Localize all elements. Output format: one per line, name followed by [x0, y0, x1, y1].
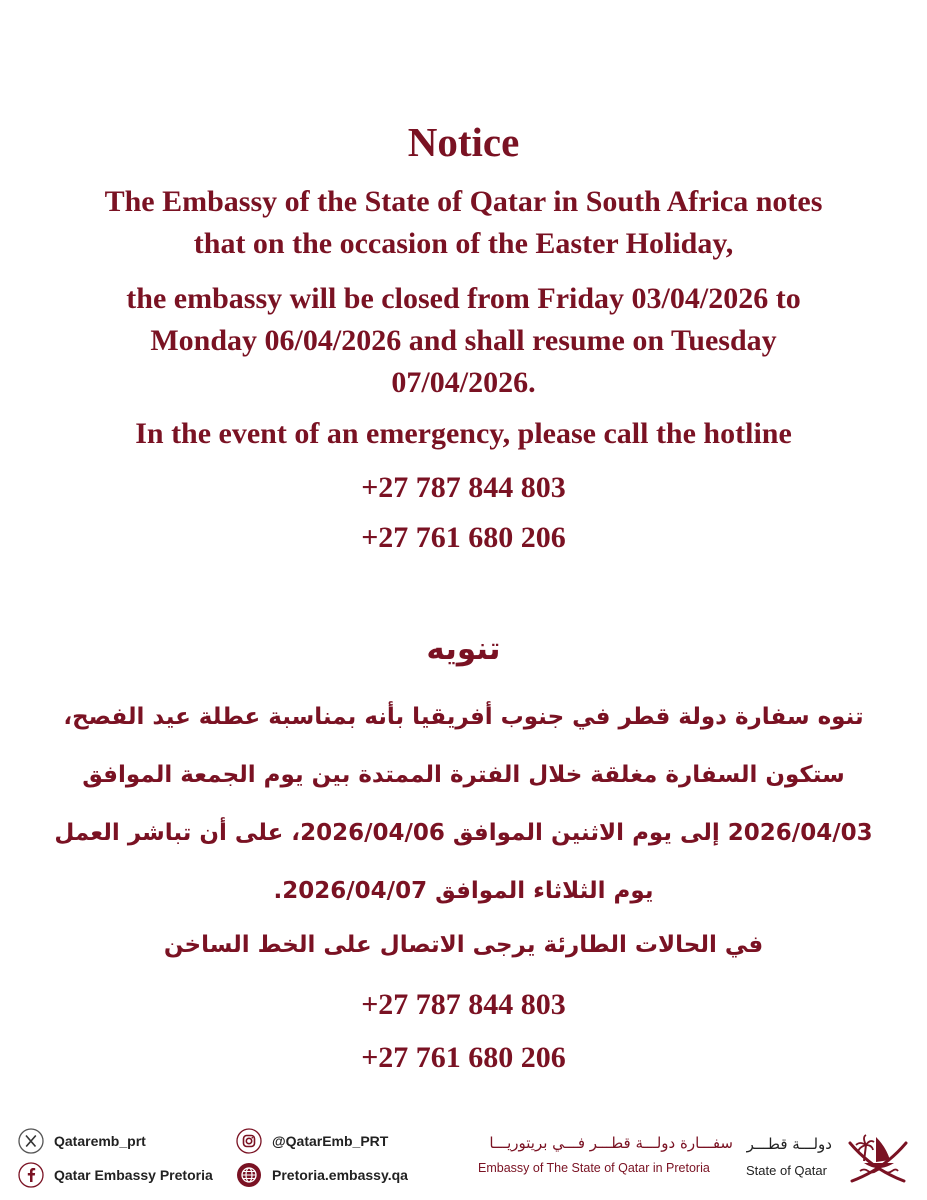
embassy-logo-english-text: Embassy of The State of Qatar in Pretoria	[478, 1161, 710, 1175]
english-closure-line-3: 07/04/2026.	[391, 366, 536, 399]
embassy-logo-arabic-text: سفـــارة دولـــة قطـــر فـــي بريتوريـــا	[489, 1134, 733, 1152]
english-intro-paragraph	[0, 181, 927, 265]
arabic-notice-line-2: ستكون السفارة مغلقة خلال الفترة الممتدة بين يوم الجمعة الموافق	[82, 762, 845, 788]
state-of-qatar-logo	[742, 1129, 917, 1189]
english-intro-line-1: The Embassy of the State of Qatar in South Africa notes	[104, 185, 823, 218]
arabic-notice-paragraph	[0, 688, 927, 920]
english-intro-line-2: that on the occasion of the Easter Holiday,	[193, 227, 734, 260]
english-closure-paragraph	[0, 278, 927, 404]
arabic-notice-title: تنويه	[426, 631, 501, 667]
instagram-social-link[interactable]	[236, 1128, 388, 1154]
facebook-social-link[interactable]	[18, 1162, 213, 1188]
website-link[interactable]	[236, 1162, 408, 1188]
x-social-link[interactable]	[18, 1128, 146, 1154]
qatar-emblem-icon	[842, 1129, 914, 1187]
globe-icon	[236, 1162, 262, 1188]
arabic-hotline-phone-2: +27 761 680 206	[361, 1041, 566, 1074]
english-emergency-text: In the event of an emergency, please call the hotline	[135, 417, 792, 450]
facebook-page-name: Qatar Embassy Pretoria	[54, 1167, 213, 1183]
x-handle: Qataremb_prt	[54, 1133, 146, 1149]
x-logo-icon	[18, 1128, 44, 1154]
english-closure-line-1: the embassy will be closed from Friday 03/04/2026 to	[126, 282, 801, 315]
english-closure-line-2: Monday 06/04/2026 and shall resume on Tuesday	[150, 324, 777, 357]
notice-title: Notice	[407, 119, 520, 165]
english-hotline-phone-2: +27 761 680 206	[361, 521, 566, 554]
state-logo-english-text: State of Qatar	[746, 1163, 827, 1178]
facebook-icon	[18, 1162, 44, 1188]
state-logo-arabic-text: دولـــة قطـــر	[746, 1135, 832, 1153]
instagram-handle: @QatarEmb_PRT	[272, 1133, 389, 1149]
arabic-notice-line-4: يوم الثلاثاء الموافق 2026/04/07.	[273, 878, 654, 904]
arabic-notice-line-3: 2026/04/03 إلى يوم الاثنين الموافق 2026/04/06، على أن تباشر العمل	[54, 820, 873, 846]
embassy-logo	[478, 1133, 738, 1185]
english-hotline-phone-1: +27 787 844 803	[361, 471, 566, 504]
arabic-emergency-text: في الحالات الطارئة يرجى الاتصال على الخط الساخن	[163, 932, 764, 958]
arabic-notice-line-1: تنوه سفارة دولة قطر في جنوب أفريقيا بأنه بمناسبة عطلة عيد الفصح،	[63, 704, 864, 730]
footer	[0, 1115, 927, 1200]
website-url: Pretoria.embassy.qa	[272, 1167, 408, 1183]
instagram-icon	[236, 1128, 262, 1154]
arabic-hotline-phone-1: +27 787 844 803	[361, 988, 566, 1021]
